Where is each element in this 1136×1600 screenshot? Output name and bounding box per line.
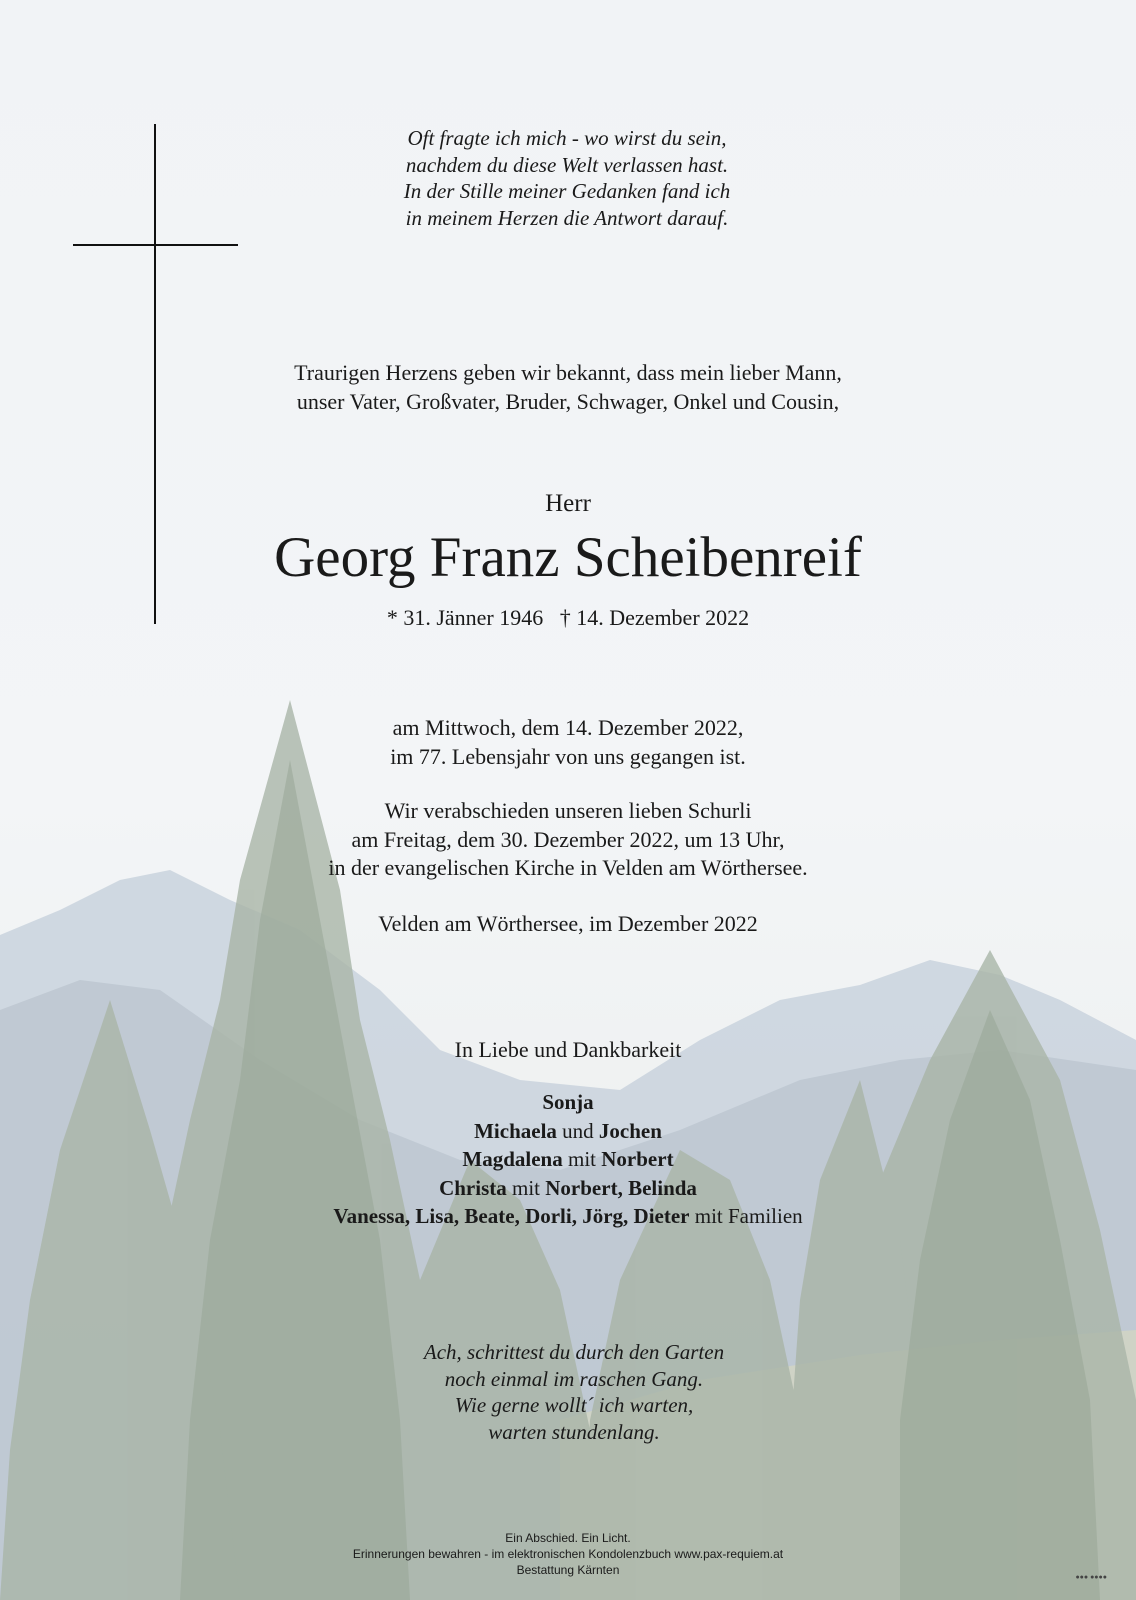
farewell-info xyxy=(0,797,1136,883)
mourner-line xyxy=(0,1145,1136,1174)
bottom-poem-line: Wie gerne wollt´ ich warten, xyxy=(454,1393,694,1417)
top-poem-line: nachdem du diese Welt verlassen hast. xyxy=(405,152,729,177)
farewell-line: Wir verabschieden unseren lieben Schurli xyxy=(384,798,752,823)
footer-line: Erinnerungen bewahren - im elektronischen Kondolenzbuch www.pax-requiem.at xyxy=(352,1547,784,1561)
cross-horizontal-beam xyxy=(73,244,238,246)
mourner-line xyxy=(0,1202,1136,1231)
bottom-poem-line: warten stundenlang. xyxy=(488,1419,660,1444)
top-poem xyxy=(0,125,1135,231)
bottom-poem-line: Ach, schrittest du durch den Garten xyxy=(423,1340,725,1364)
farewell-line: in der evangelischen Kirche in Velden am Wörthersee. xyxy=(328,855,808,880)
mourner-name: Sonja xyxy=(542,1090,594,1114)
salutation: Herr xyxy=(545,490,591,517)
bottom-poem xyxy=(6,1339,1136,1445)
connector: mit xyxy=(562,1147,602,1171)
announcement-intro xyxy=(0,359,1136,416)
mourner-name: Jochen xyxy=(598,1118,662,1143)
top-poem-line: in meinem Herzen die Antwort darauf. xyxy=(405,205,729,230)
place-date: Velden am Wörthersee, im Dezember 2022 xyxy=(378,911,758,936)
connector: und xyxy=(556,1118,599,1143)
connector: mit xyxy=(506,1175,546,1200)
top-poem-line: In der Stille meiner Gedanken fand ich xyxy=(403,179,731,203)
love-line: In Liebe und Dankbarkeit xyxy=(454,1037,682,1062)
footer-line: Bestattung Kärnten xyxy=(516,1563,620,1577)
mourner-name: Michaela xyxy=(474,1118,557,1143)
mourner-name: Christa xyxy=(439,1175,507,1200)
connector: mit Familien xyxy=(689,1204,803,1228)
life-dates: * 31. Jänner 1946 † 14. Dezember 2022 xyxy=(386,605,750,630)
mourner-name: Norbert xyxy=(601,1147,674,1171)
death-notice-line: am Mittwoch, dem 14. Dezember 2022, xyxy=(392,715,744,740)
death-notice xyxy=(0,714,1136,771)
footer-line: Ein Abschied. Ein Licht. xyxy=(505,1531,631,1545)
mourner-line xyxy=(0,1174,1136,1203)
mourner-name: Magdalena xyxy=(462,1147,563,1171)
mourner-name: Norbert, Belinda xyxy=(545,1175,697,1200)
footer xyxy=(0,1530,1136,1578)
intro-line: unser Vater, Großvater, Bruder, Schwager, Onkel und Cousin, xyxy=(296,388,840,414)
bottom-poem-line: noch einmal im raschen Gang. xyxy=(444,1366,704,1391)
mourner-name: Vanessa, Lisa, Beate, Dorli, Jörg, Dieter xyxy=(333,1204,690,1228)
mourner-line xyxy=(0,1117,1136,1146)
deceased-name: Georg Franz Scheibenreif xyxy=(274,526,862,589)
mourner-line xyxy=(0,1088,1136,1117)
farewell-line: am Freitag, dem 30. Dezember 2022, um 13 Uhr, xyxy=(351,826,785,852)
mourners-list xyxy=(0,1088,1136,1231)
death-notice-line: im 77. Lebensjahr von uns gegangen ist. xyxy=(390,743,746,769)
top-poem-line: Oft fragte ich mich - wo wirst du sein, xyxy=(407,126,727,150)
intro-line: Traurigen Herzens geben wir bekannt, dass mein lieber Mann, xyxy=(294,360,842,385)
photo-credit-mark: ●●● ●●●● xyxy=(1075,1574,1107,1581)
